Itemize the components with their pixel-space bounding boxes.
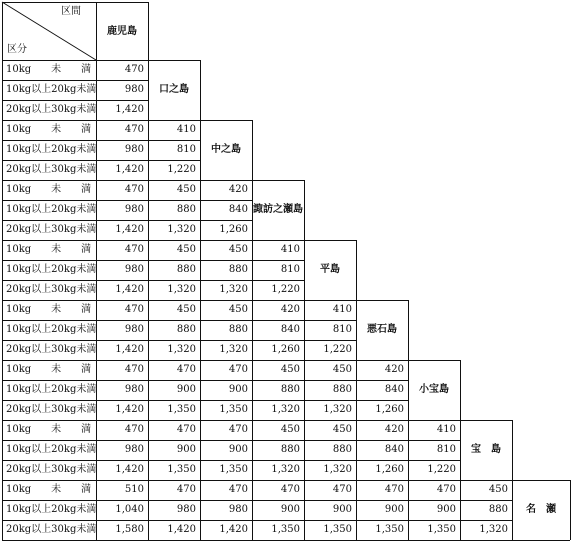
value-column-border [356,360,357,420]
value-column-border [252,180,253,240]
value-column-border [356,300,357,360]
weight-class-label: 10kg以上20kg未満 [6,144,97,155]
value-column-border [460,420,461,480]
value-column-border [252,480,253,540]
fare-value: 470 [332,484,352,495]
fare-value: 880 [280,384,300,395]
fare-value: 880 [280,444,300,455]
weight-class-label: 10kg以上20kg未満 [6,84,97,95]
value-column-border [252,300,253,360]
fare-value: 420 [280,304,300,315]
fare-value: 470 [124,64,144,75]
fare-value: 880 [176,324,196,335]
fare-value: 1,420 [219,524,248,535]
island-name: 悪石島 [367,324,397,335]
fare-value: 1,350 [219,464,248,475]
weight-class-label: 20kg以上30kg未満 [6,224,97,235]
value-column-border [200,360,201,420]
fare-value: 810 [332,324,352,335]
island-name: 名 瀬 [526,504,556,515]
weight-class-label: 20kg以上30kg未満 [6,104,97,115]
fare-value: 980 [176,504,196,515]
header-top-border [2,2,148,3]
fare-value: 1,220 [167,164,196,175]
fare-value: 880 [488,504,508,515]
value-column-border [200,180,201,240]
island-name: 平島 [320,264,340,275]
fare-value: 470 [124,364,144,375]
fare-value: 1,320 [219,344,248,355]
fare-value: 1,260 [375,404,404,415]
value-column-border [304,300,305,360]
fare-value: 900 [280,504,300,515]
island-name: 宝 島 [471,444,501,455]
fare-value: 450 [176,244,196,255]
fare-value: 470 [176,484,196,495]
fare-value: 450 [332,424,352,435]
fare-value: 810 [280,264,300,275]
fare-value: 1,420 [115,344,144,355]
fare-value: 880 [332,444,352,455]
fare-value: 1,260 [271,344,300,355]
value-column-border [356,420,357,480]
weight-class-label: 20kg以上30kg未満 [6,284,97,295]
value-column-border [356,480,357,540]
value-column-border [200,120,201,180]
fare-value: 1,320 [323,464,352,475]
fare-value: 1,320 [271,404,300,415]
weight-class-label: 10kg 未 満 [6,244,92,255]
fare-value: 1,420 [115,404,144,415]
weight-class-label: 20kg以上30kg未満 [6,404,97,415]
fare-value: 900 [436,504,456,515]
fare-value: 1,320 [323,404,352,415]
fare-value: 900 [176,444,196,455]
island-name: 諏訪之瀬島 [253,204,303,215]
weight-class-label: 10kg 未 満 [6,64,92,75]
fare-value: 470 [124,184,144,195]
value-column-border [200,240,201,300]
value-column-border [252,420,253,480]
weight-class-label: 20kg以上30kg未満 [6,464,97,475]
fare-value: 1,320 [167,224,196,235]
fare-value: 1,350 [375,524,404,535]
weight-class-label: 10kg 未 満 [6,424,92,435]
fare-value: 980 [124,204,144,215]
fare-value: 1,350 [427,524,456,535]
weight-class-label: 10kg 未 満 [6,124,92,135]
header-section-label: 区間 [61,6,81,17]
value-column-border [200,300,201,360]
fare-value: 510 [124,484,144,495]
island-column-right-border [570,480,571,540]
fare-value: 1,420 [115,284,144,295]
fare-value: 470 [436,484,456,495]
weight-class-label: 10kg以上20kg未満 [6,204,97,215]
fare-value: 1,220 [271,284,300,295]
fare-value: 450 [176,184,196,195]
island-name: 口之島 [159,84,189,95]
fare-value: 1,420 [167,524,196,535]
fare-value: 470 [228,364,248,375]
value-column-border [252,240,253,300]
fare-value: 450 [280,424,300,435]
fare-value: 470 [176,364,196,375]
value-column-border [304,480,305,540]
fare-value: 900 [176,384,196,395]
fare-value: 1,320 [479,524,508,535]
weight-class-label: 10kg 未 満 [6,304,92,315]
weight-class-label: 10kg 未 満 [6,364,92,375]
value-column-border [512,480,513,540]
fare-value: 420 [384,424,404,435]
fare-value: 1,350 [271,524,300,535]
fare-value: 980 [124,144,144,155]
fare-value: 1,420 [115,164,144,175]
fare-value: 410 [436,424,456,435]
fare-value: 410 [176,124,196,135]
value-column-border [304,420,305,480]
fare-value: 1,350 [167,464,196,475]
fare-value: 450 [176,304,196,315]
fare-value: 470 [280,484,300,495]
fare-value: 1,320 [219,284,248,295]
fare-value: 880 [176,264,196,275]
fare-value: 880 [228,264,248,275]
fare-value: 900 [384,504,404,515]
value-column-border [304,360,305,420]
fare-value: 980 [124,84,144,95]
fare-value: 980 [228,504,248,515]
value-column-border [252,360,253,420]
fare-value: 470 [176,424,196,435]
fare-value: 1,420 [115,104,144,115]
fare-value: 420 [384,364,404,375]
fare-value: 980 [124,444,144,455]
weight-class-label: 10kg 未 満 [6,484,92,495]
fare-value: 840 [280,324,300,335]
value-column-border [304,240,305,300]
value-column-border [408,480,409,540]
fare-value: 1,260 [219,224,248,235]
fare-value: 470 [124,244,144,255]
fare-value: 810 [176,144,196,155]
fare-value: 880 [176,204,196,215]
fare-value: 1,350 [323,524,352,535]
fare-value: 1,580 [115,524,144,535]
fare-value: 980 [124,384,144,395]
fare-value: 1,350 [167,404,196,415]
fare-value: 470 [384,484,404,495]
fare-value: 980 [124,264,144,275]
weight-class-label: 20kg以上30kg未満 [6,344,97,355]
weight-class-label: 10kg 未 満 [6,184,92,195]
value-column-border [460,480,461,540]
fare-value: 450 [332,364,352,375]
fare-value: 1,040 [115,504,144,515]
island-name: 小宝島 [419,384,449,395]
fare-value: 450 [488,484,508,495]
fare-value: 410 [332,304,352,315]
fare-value: 1,350 [219,404,248,415]
fare-value: 840 [384,444,404,455]
value-column-border [200,480,201,540]
fare-value: 450 [228,304,248,315]
weight-class-label: 10kg以上20kg未満 [6,324,97,335]
column-header-kagoshima: 鹿児島 [107,26,137,37]
fare-value: 1,220 [323,344,352,355]
fare-value: 1,420 [115,224,144,235]
fare-value: 900 [228,444,248,455]
value-column-border [200,420,201,480]
fare-value: 450 [228,244,248,255]
fare-value: 470 [124,424,144,435]
fare-value: 450 [280,364,300,375]
fare-value: 1,320 [271,464,300,475]
fare-value: 1,260 [375,464,404,475]
fare-value: 840 [384,384,404,395]
fare-value: 900 [332,504,352,515]
fare-value: 1,220 [427,464,456,475]
fare-value: 880 [228,324,248,335]
weight-class-label: 20kg以上30kg未満 [6,164,97,175]
fare-value: 420 [228,184,248,195]
weight-class-label: 10kg以上20kg未満 [6,504,97,515]
fare-value: 880 [332,384,352,395]
fare-value: 900 [228,384,248,395]
fare-value: 1,320 [167,344,196,355]
fare-value: 470 [228,484,248,495]
weight-class-label: 10kg以上20kg未満 [6,264,97,275]
island-name: 中之島 [211,144,241,155]
weight-class-label: 10kg以上20kg未満 [6,384,97,395]
fare-value: 470 [228,424,248,435]
value-column-border [408,420,409,480]
header-category-label: 区分 [7,44,27,55]
fare-value: 980 [124,324,144,335]
weight-class-label: 20kg以上30kg未満 [6,524,97,535]
fare-value: 410 [280,244,300,255]
fare-value: 1,420 [115,464,144,475]
fare-value: 470 [124,304,144,315]
fare-value: 840 [228,204,248,215]
fare-value: 1,320 [167,284,196,295]
weight-class-label: 10kg以上20kg未満 [6,444,97,455]
fare-value: 470 [124,124,144,135]
fare-value: 810 [436,444,456,455]
value-column-border [408,360,409,420]
